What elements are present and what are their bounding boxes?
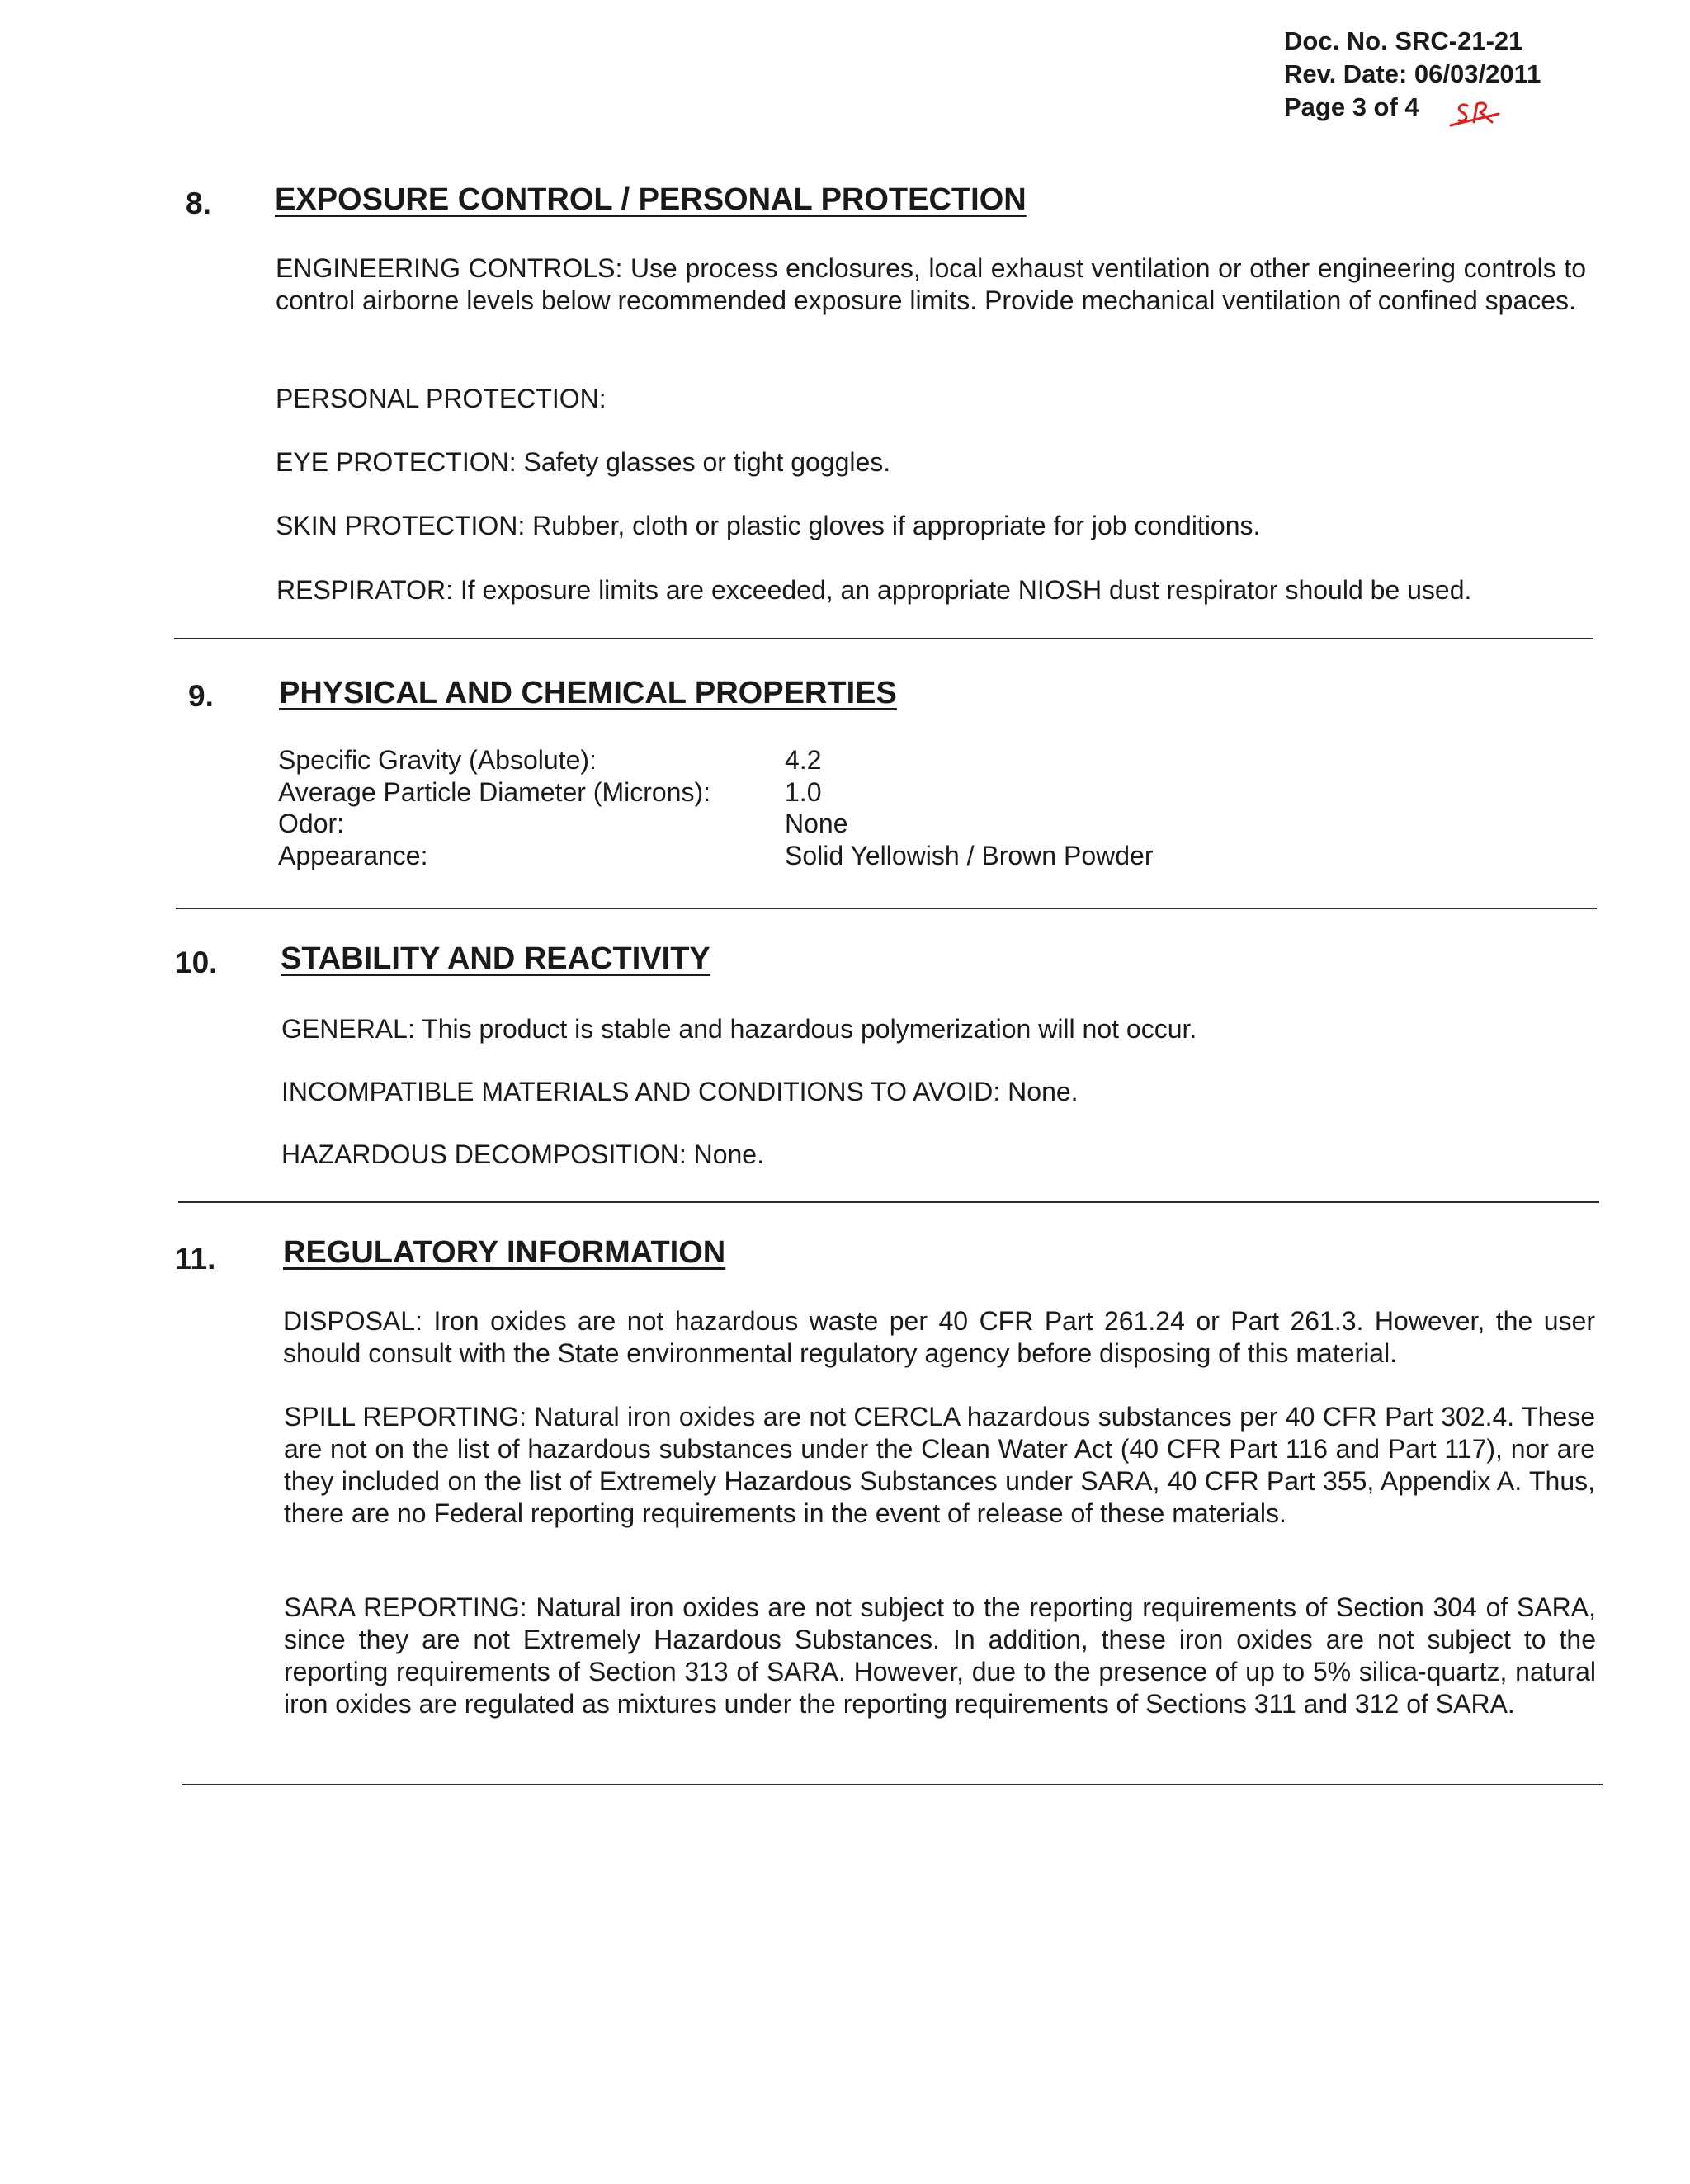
stability-general-text: GENERAL: This product is stable and hazardous polymerization will not occur. [281,1014,1197,1044]
page-number: Page 3 of 4 [1284,92,1419,121]
section-divider [174,638,1593,639]
section-title: EXPOSURE CONTROL / PERSONAL PROTECTION [275,182,1027,217]
property-value: 4.2 [785,745,822,775]
section-title: STABILITY AND REACTIVITY [281,941,710,976]
property-label: Odor: [278,809,345,838]
property-label: Specific Gravity (Absolute): [278,745,597,775]
engineering-controls-text: ENGINEERING CONTROLS: Use process enclosures, local exhaust ventilation or other engineering controls to control airborne levels below recommended exposure limits. Provide mechanical ventilation of confined spaces. [276,253,1586,315]
handwritten-initials-icon [1446,94,1504,135]
property-value: 1.0 [785,776,822,807]
property-label: Appearance: [278,840,428,870]
respirator-text: RESPIRATOR: If exposure limits are exceeded, an appropriate NIOSH dust respirator should be used. [276,575,1472,605]
sara-reporting-text: SARA REPORTING: Natural iron oxides are not subject to the reporting requirements of Section 304 of SARA, since they are not Extremely Hazardous Substances. In addition, these iron oxides are not subject to the reporting requirements of Section 313 of SARA. However, due to the presence of up to 5% silica-quartz, natural iron oxides are regulated as mixtures under the reporting requirements of Sections 311 and 312 of SARA. [284,1592,1596,1719]
incompatible-materials-text: INCOMPATIBLE MATERIALS AND CONDITIONS TO AVOID: None. [281,1077,1079,1106]
spill-reporting-text: SPILL REPORTING: Natural iron oxides are not CERCLA hazardous substances per 40 CFR Part 302.4. These are not on the list of hazardous substances under the Clean Water Act (40 CFR Part 116 and Part 117), nor are they included on the list of Extremely Hazardous Substances under SARA, 40 CFR Part 355, Appendix A. Thus, there are no Federal reporting requirements in the event of release of these materials. [284,1402,1595,1528]
section-number: 10. [175,946,218,979]
doc-number: Doc. No. SRC-21-21 [1284,26,1523,55]
eye-protection-text: EYE PROTECTION: Safety glasses or tight goggles. [276,447,891,477]
section-divider [182,1784,1603,1785]
personal-protection-label: PERSONAL PROTECTION: [276,384,607,413]
skin-protection-text: SKIN PROTECTION: Rubber, cloth or plastic gloves if appropriate for job conditions. [276,511,1261,540]
revision-date: Rev. Date: 06/03/2011 [1284,59,1541,88]
section-number: 8. [186,186,211,220]
section-number: 11. [175,1242,216,1276]
property-label: Average Particle Diameter (Microns): [278,776,711,807]
section-title: REGULATORY INFORMATION [283,1235,726,1270]
section-divider [178,1201,1599,1203]
hazardous-decomposition-text: HAZARDOUS DECOMPOSITION: None. [281,1139,764,1169]
property-value: Solid Yellowish / Brown Powder [785,840,1154,870]
disposal-text: DISPOSAL: Iron oxides are not hazardous waste per 40 CFR Part 261.24 or Part 261.3. However, the user should consult with the State environmental regulatory agency before disposing of this material. [283,1306,1595,1368]
section-divider [176,908,1597,909]
section-number: 9. [188,679,214,713]
section-title: PHYSICAL AND CHEMICAL PROPERTIES [279,676,897,710]
property-value: None [785,809,848,838]
